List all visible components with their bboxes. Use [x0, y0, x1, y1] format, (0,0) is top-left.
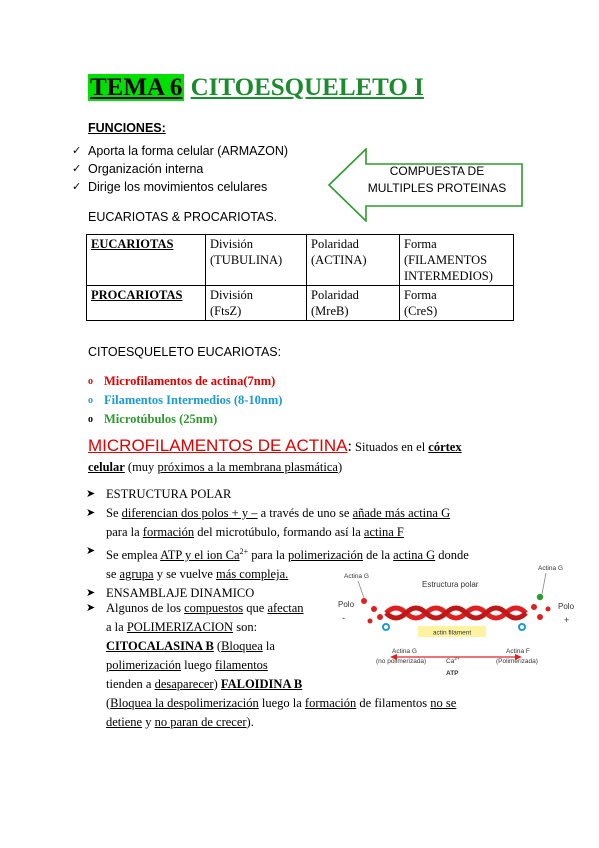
estructura-label: Estructura polar [422, 580, 479, 589]
cito-heading: CITOESQUELETO EUCARIOTAS: [88, 345, 282, 359]
table-cell: División (FtsZ) [206, 286, 307, 321]
actina-g-left: Actina G [344, 573, 369, 580]
arrow-line-2: MULTIPLES PROTEINAS [367, 181, 507, 195]
bottom-right-1: Actina F [506, 648, 530, 655]
list-item: ✓ Dirige los movimientos celulares [72, 178, 288, 196]
list-item: ➤ ESTRUCTURA POLAR [86, 487, 232, 501]
filament-label: actin filament [432, 629, 472, 637]
bottom-left-1: Actina G [392, 648, 417, 655]
polo-right: Polo [558, 602, 575, 611]
table-row [87, 286, 514, 321]
bottom-right-2: (Polimerizada) [496, 658, 538, 665]
list-item: o Microtúbulos (25nm) [88, 412, 218, 426]
ca-label: $Ca^{2+}$ [446, 656, 460, 665]
bottom-left-2: (no polimerizada) [376, 658, 427, 665]
funciones-list [72, 142, 288, 196]
list-item: ➤ Se emplea ATP y el ion $Ca^{2+}$ para la polimerización de la actina G donde se agrupa y se vuelve más compleja. [86, 545, 469, 582]
table-cell: PROCARIOTAS [87, 286, 206, 321]
table-cell: Forma (CreS) [400, 286, 514, 321]
list-item: o Filamentos Intermedios (8-10nm) [88, 393, 283, 407]
blue-monomer-right [519, 624, 525, 630]
minus-sign: - [342, 613, 345, 623]
actina-g-right: Actina G [538, 565, 563, 572]
list-item: ➤ Se diferencian dos polos + y – a través de uno se añade más actina G para la formación del microtúbulo, formando así la actina F [86, 506, 451, 539]
mf-heading: MICROFILAMENTOS DE ACTINA [88, 436, 348, 455]
table-cell: Forma (FILAMENTOS INTERMEDIOS) [400, 235, 514, 286]
table-cell: División (TUBULINA) [206, 235, 307, 286]
list-item: ✓ Organización interna [72, 160, 288, 178]
table-cell: EUCARIOTAS [87, 235, 206, 286]
atp-label: ATP [446, 670, 459, 677]
ep-table [86, 234, 514, 321]
arrow-text [352, 163, 522, 197]
plus-sign: + [564, 615, 570, 625]
ep-heading: EUCARIOTAS & PROCARIOTAS. [88, 210, 278, 224]
table-cell: Polaridad (ACTINA) [307, 235, 400, 286]
actin-diagram [334, 563, 586, 685]
mf-paragraph: MICROFILAMENTOS DE ACTINA: Situados en el córtex celular (muy próximos a la membrana plasmática) [88, 436, 462, 474]
polo-left: Polo [338, 600, 355, 609]
compounds-item: ➤ Algunos de los compuestos que afectan a la POLIMERIZACION son: CITOCALASINA B (Bloquea la polimerización luego filamentos tienden a desaparecer) FALOIDINA B [86, 601, 304, 691]
table-row [87, 235, 514, 286]
arrow-line-1: COMPUESTA DE [389, 164, 485, 178]
page-title [88, 74, 424, 102]
actin-filament [386, 608, 526, 618]
list-item: ✓ Aporta la forma celular (ARMAZON) [72, 142, 288, 160]
compounds-continued: (Bloquea la despolimerización luego la formación de filamentos no se detiene y no paran de crecer). [106, 696, 457, 729]
blue-monomer-left [383, 624, 389, 630]
title-number: TEMA 6 [90, 74, 183, 101]
funciones-heading: FUNCIONES: [88, 121, 166, 135]
list-item: ➤ ENSAMBLAJE DINAMICO [86, 586, 255, 601]
green-monomer [537, 594, 543, 600]
list-item: o Microfilamentos de actina(7nm) [88, 374, 276, 388]
title-text: CITOESQUELETO I [190, 74, 424, 101]
cito-list [88, 372, 282, 429]
table-cell: Polaridad (MreB) [307, 286, 400, 321]
